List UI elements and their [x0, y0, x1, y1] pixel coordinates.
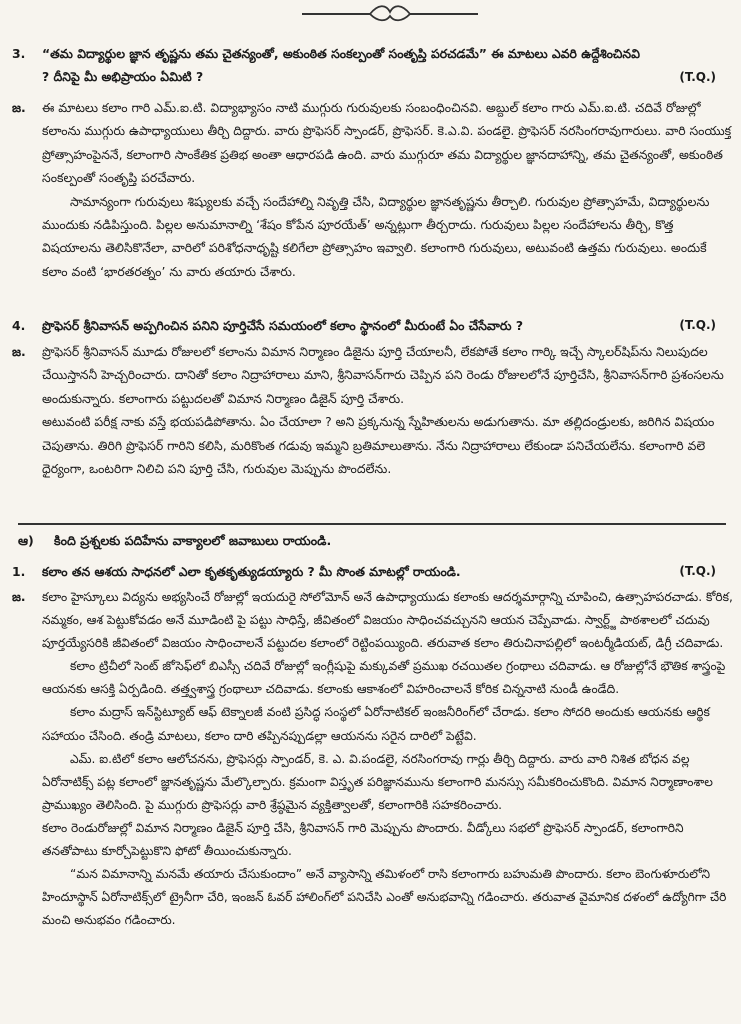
section-mark: ఆ)	[18, 533, 34, 548]
question-text: ప్రొఫెసర్ శ్రీనివాసన్ అప్పగించిన పనిని పూర్తిచేసే సమయంలో కలాం స్థానంలో మీరుంటే ఏం చేసేవారు ?	[42, 318, 524, 333]
answer-paragraph: కలాం ట్రిచీలో సెంట్ జోసెఫ్‌లో బిఎస్సీ చదివే రోజుల్లో ఇంగ్లీషుపై మక్కువతో ప్రముఖ రచయితల గ్రంథాలు చదివాడు. ఆ రోజుల్లోనే భౌతిక శాస్త్రంపై ఆయనకు ఆసక్తి ఏర్పడింది. తత్త్వశాస్త్ర గ్రంథాలూ చదివాడు. కలాంకు ఆకాశంలో విహరించాలనే కోరిక చిన్ననాటి నుండీ ఉండేది.	[42, 659, 726, 697]
answer-paragraph: ఎమ్. ఐ.టిలో కలాం ఆలోచనను, ప్రొఫెసర్లు స్పాండర్, కె. ఎ. వి.పండలై, నరసింగరావు గార్లు తీర్చి దిద్దారు. వారు వారి నిశిత బోధన వల్ల ఏరోనాటిక్స్ పట్ల కలాంలో జ్ఞానతృష్ణను మేల్కొల్పారు. క్రమంగా విస్తృత పరిజ్ఞానమును కలాంగారి మనస్సు సమీకరించుకొంది. విమాన నిర్మాణాంశాల ప్రాముఖ్యం తెలిసింది. పై ముగ్గురు ప్రొఫెసర్లు వారి శ్రేష్ఠమైన వ్యక్తిత్వాలతో, కలాంగారికి సహకరించారు.	[42, 751, 713, 812]
answer-paragraph: అటువంటి పరీక్ష నాకు వస్తే భయపడిపోతాను. ఏం చేయాలా ? అని ప్రక్కనున్న స్నేహితులను అడుగుతాను. మా తల్లిదండ్రులకు, జరిగిన విషయం చెపుతాను. తిరిగి ప్రొఫెసర్ గారిని కలిసి, మరికొంత గడువు ఇమ్మని బ్రతిమాలుతాను. నేను నిద్రాహారాలు లేకుండా పనిచేయలేను. కలాంగారి వలె ధైర్యంగా, ఒంటరిగా నిలిచి పని పూర్తి చేసి, గురువుల మెప్పును పొందలేను.	[42, 414, 715, 477]
section-heading	[6, 530, 734, 552]
question-3	[6, 42, 734, 90]
answer-label: జ.	[12, 100, 26, 115]
answer-paragraph: “మన విమానాన్ని మనమే తయారు చేసుకుందాం” అనే వ్యాసాన్ని తమిళంలో రాసి కలాంగారు బహుమతి పొందారు. కలాం బెంగుళూరులోని హిందూస్థాన్ ఏరోనాటిక్స్‌లో ట్రైనీగా చేరి, ఇంజన్ ఓవర్ హాలింగ్‌లో పనిచేసి ఎంతో అనుభవాన్ని గడించారు. తరువాత వైమానిక దళంలో ఉద్యోగిగా చేరి మంచి అనుభవం గడించారు.	[42, 867, 727, 928]
section-divider	[18, 523, 726, 525]
answer-paragraph: కలాం మద్రాస్ ఇన్‌స్టిట్యూట్ ఆఫ్ టెక్నాలజీ వంటి ప్రసిద్ధ సంస్థలో ఏరోనాటికల్ ఇంజనీరింగ్‌లో చేరాడు. కలాం సోదరి అందుకు ఆయనకు ఆర్థిక సహాయం చేసింది. తండ్రి మాటలు, కలాం దారి తప్పినప్పుడల్లా ఆయనను సరైన దారిలో పెట్టేవి.	[42, 705, 710, 743]
question-number: 3.	[12, 46, 26, 61]
question-number: 1.	[12, 564, 26, 579]
question-1	[6, 560, 734, 584]
answer-paragraph: ప్రొఫెసర్ శ్రీనివాసన్ మూడు రోజులలో కలాంను విమాన నిర్మాణం డిజైను పూర్తి చేయాలనీ, లేకపోతే కలాం గార్కి ఇచ్చే స్కాలర్‌షిప్‌ను నిలుపుదల చేయిస్తాననీ హెచ్చరించారు. దానితో కలాం నిద్రాహారాలు మాని, శ్రీనివాసన్‌గారు చెప్పిన పని రెండు రోజులలోనే పూర్తిచేసి, శ్రీనివాసన్‌గారి ప్రశంసలను అందుకున్నారు. కలాంగారు పట్టుదలతో విమాన నిర్మాణం డిజైన్ పూర్తి చేశారు.	[42, 344, 724, 406]
answer-paragraph: కలాం రెండురోజుల్లో విమాన నిర్మాణం డిజైన్ పూర్తి చేసి, శ్రీనివాసన్ గారి మెప్పును పొందారు. వీడ్కోలు సభలో ప్రొఫెసర్ స్పాండర్, కలాంగారిని తనతోపాటు కూర్చోపెట్టుకొని ఫోటో తీయించుకున్నారు.	[42, 820, 684, 859]
question-text: “తమ విద్యార్థుల జ్ఞాన తృష్ణను తమ చైతన్యంతో, అకుంఠిత సంకల్పంతో సంతృప్తి పరచడమే” ఈ మాటలు ఎవరి ఉద్దేశించినవి ? దీనిపై మీ అభిప్రాయం ఏమిటి ?	[42, 46, 640, 85]
answer-label: జ.	[12, 590, 26, 604]
answer-1	[6, 586, 734, 1022]
question-4	[6, 314, 734, 338]
answer-label: జ.	[12, 344, 26, 359]
tq-tag: (T.Q.)	[679, 564, 716, 578]
answer-paragraph: ఈ మాటలు కలాం గారి ఎమ్.ఐ.టి. విద్యాభ్యాసం నాటి ముగ్గురు గురువులకు సంబంధించినవి. అబ్దుల్ కలాం గారు ఎమ్.ఐ.టి. చదివే రోజుల్లో కలాంను ముగ్గురు ఉపాధ్యాయులు తీర్చి దిద్దారు. వారు ప్రొఫెసర్ స్పాండర్, ప్రొఫెసర్. కె.ఎ.వి. పండలై. ప్రొఫెసర్ నరసింగరావుగారులు. వారి సంయుక్త ప్రోత్సాహంపైననే, కలాంగారి సాంకేతిక ప్రతిభ అంతా ఆధారపడి ఉంది. వారు ముగ్గురూ తమ విద్యార్థుల జ్ఞానదాహాన్ని, తమ చైతన్యంతో, అకుంఠిత సంకల్పంతో సంతృప్తి పరచేవారు.	[42, 100, 732, 186]
answer-paragraph: సామాన్యంగా గురువులు శిష్యులకు వచ్చే సందేహాల్ని నివృత్తి చేసి, విద్యార్థుల జ్ఞానతృష్ణను తీర్చాలి. గురువుల ప్రోత్సాహమే, విద్యార్థులను ముందుకు నడిపిస్తుంది. పిల్లల అనుమానాల్ని ‘శేషం కోపేన పూరయేత్’ అన్నట్లుగా తీర్చరాదు. గురువులు పిల్లల సందేహాలను తీర్చి, కొత్త విషయాలను తెలిసికొనేలా, వారిలో పరిశోధనాధృష్టి కలిగేలా ప్రోత్సాహం ఇవ్వాలి. కలాంగారి గురువులు, అటువంటి ఉత్తమ గురువులు. అందుకే కలాం వంటి ‘భారతరత్నం’ ను వారు తయారు చేశారు.	[42, 193, 710, 279]
answer-3	[6, 96, 734, 310]
tq-tag: (T.Q.)	[679, 70, 716, 84]
answer-paragraph: కలాం హైస్కూలు విద్యను అభ్యసించే రోజుల్లో ఇయదురై సోలోమోన్ అనే ఉపాధ్యాయుడు కలాంకు ఆదర్శమార్గాన్ని చూపించి, ఉత్సాహపరచాడు. కోరిక, నమ్మకం, ఆశ పెట్టుకోవడం అనే మూడింటి పై పట్టు సాధిస్తే, జీవితంలో విజయం సాధించవచ్చునని ఆయన చెప్పేవాడు. స్వార్ట్జ్ పాఠశాలలో చదువు పూర్తయ్యేసరికి జీవితంలో విజయం సాధించాలనే పట్టుదల కలాంలో రెట్టింపయ్యింది. తరువాత కలాం తిరుచినాపల్లిలో ఇంటర్మీడియట్, డిగ్రీ చదివాడు.	[42, 590, 733, 651]
question-number: 4.	[12, 318, 26, 333]
section-title: కింది ప్రశ్నలకు పదిహేను వాక్యాలలో జవాబులు రాయండి.	[54, 533, 332, 548]
answer-4	[6, 340, 734, 516]
header-ornament	[300, 2, 480, 24]
question-text: కలాం తన ఆశయ సాధనలో ఎలా కృతకృత్యుడయ్యారు ? మీ సొంత మాటల్లో రాయండి.	[42, 564, 461, 579]
tq-tag: (T.Q.)	[679, 318, 716, 332]
